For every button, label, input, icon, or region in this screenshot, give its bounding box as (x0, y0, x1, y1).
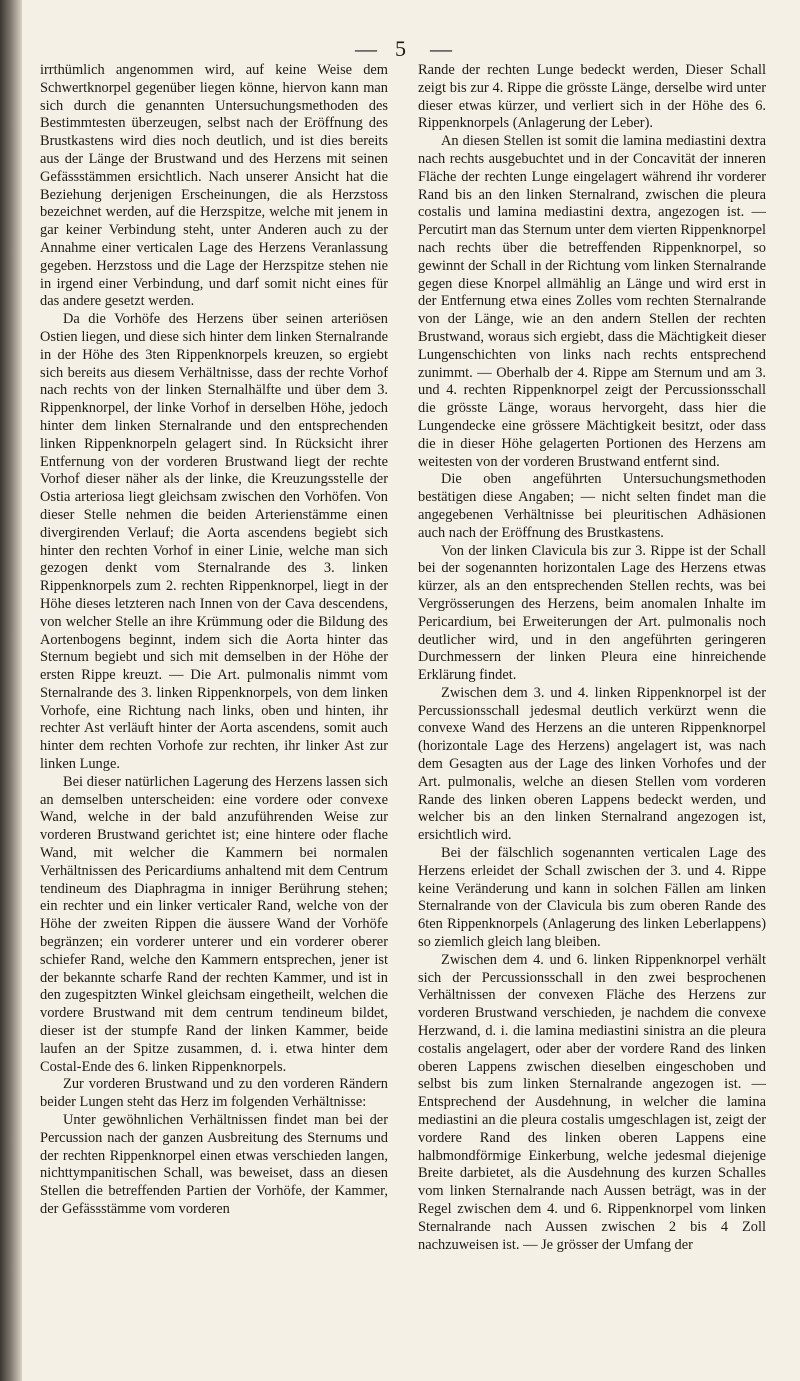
header-dash-right: — (430, 36, 452, 61)
paragraph: Die oben angeführten Untersuchungsmethoden bestätigen diese Angaben; — nicht selten findet man die angegebenen Verhältnisse bei pleuritischen Adhäsionen auch nach der Eröffnung des Brustkastens. (418, 471, 766, 541)
paragraph: Bei der fälschlich sogenannten verticalen Lage des Herzens erleidet der Schall zwischen der 3. und 4. Rippe keine Veränderung und kann in solchen Fällen am linken Sternalrande von der Clavicula bis zum oberen Rande des 6ten Rippenknorpels (Anlagerung des linken Leberlappens) so ziemlich gleich lang bleiben. (418, 845, 766, 951)
page-header (0, 18, 800, 61)
paragraph: Da die Vorhöfe des Herzens über seinen arteriösen Ostien liegen, und diese sich hinter dem linken Sternalrande in der Höhe des 3ten Rippenknorpels kreuzen, so ergiebt sich bereits aus diesem Verhältnisse, dass der rechte Vorhof nach rechts von der linken Sternalhälfte und über dem 3. Rippenknorpel, der linke Vorhof in derselben Höhe, jedoch hinter dem linken Sternalrande und den entsprechenden linken Rippenknorpeln gelagert sind. In Rücksicht ihrer Entfernung von der vorderen Brustwand liegt der rechte Vorhof dieser näher als der linke, die Kreuzungsstelle der Ostia arteriosa liegt gleichsam zwischen den Vorhöfen. Von dieser Stelle nehmen die beiden Arterienstämme einen divergirenden Verlauf; die Aorta ascendens begiebt sich hinter den rechten Vorhof in einer Linie, welche man sich gezogen denkt vom Sternalrande des 3. linken Rippenknorpels zum 2. rechten Rippenknorpel, liegt in der Höhe dieses letzteren nach Innen von der Cava descendens, von welcher Stelle an ihre Krümmung oder die Bildung des Aortenbogens beginnt, indem sich die Aorta hinter das Sternum begiebt und sich mit demselben in der Höhe der ersten Rippe kreuzt. — Die Art. pulmonalis nimmt vom Sternalrande des 3. linken Rippenknorpels, von dem linken Vorhofe, eine Richtung nach links, oben und hinten, ihr rechter Ast verläuft hinter der Aorta ascendens, somit auch hinter dem rechten Vorhofe zur rechten, ihr linker Ast zur linken Lunge. (40, 311, 388, 773)
paragraph: Unter gewöhnlichen Verhältnissen findet man bei der Percussion nach der ganzen Ausbreitung des Sternums und der rechten Rippenknorpel einen etwas verschieden langen, nichttympanitischen Schall, was beweiset, dass an diesen Stellen die betreffenden Partien der Vorhöfe, der Kammer, der Gefässstämme vom vorderen (40, 1112, 388, 1217)
left-text-column (40, 62, 388, 1362)
book-binding-edge (0, 0, 22, 1381)
paragraph: Von der linken Clavicula bis zur 3. Rippe ist der Schall bei der sogenannten horizontalen Lage des Herzens etwas kürzer, als an den entsprechenden Stellen rechts, was bei Vergrösserungen des Herzens, beim anomalen Inhalte im Pericardium, bei Erweiterungen der Art. pulmonalis noch deutlicher wird, und in den angeführten geringeren Durchmessern der linken Pleura eine hinreichende Erklärung findet. (418, 542, 766, 684)
header-dash-left: — (355, 36, 377, 61)
paragraph: Zur vorderen Brustwand und zu den vorderen Rändern beider Lungen steht das Herz im folgenden Verhältnisse: (40, 1076, 388, 1111)
paragraph: irrthümlich angenommen wird, auf keine Weise dem Schwertknorpel gegenüber liegen könne, hiervon kann man sich durch die genannten Untersuchungsmethoden des Bestimmtesten überzeugen, selbst nach der Eröffnung des Brustkastens wird dies noch deutlich, und ist dies bereits aus der Länge der Brustwand und des Herzens mit seinen Gefässstämmen ersichtlich. Nach unserer Ansicht hat die Beziehung derjenigen Erscheinungen, die als Herzstoss bezeichnet werden, auf die Herzspitze, welche mit jenem in gar keiner Verbindung steht, unter Anderen auch zu der Annahme einer verticalen Lage des Herzens Veranlassung gegeben. Herzstoss und die Lage der Herzspitze stehen nie in irgend einer Verbindung, und darf somit nicht eines für das andere gesetzt werden. (40, 62, 388, 310)
page-number: 5 (395, 36, 406, 61)
paragraph: Rande der rechten Lunge bedeckt werden, Dieser Schall zeigt bis zur 4. Rippe die grösste Länge, derselbe wird unter dieser etwas kürzer, und verliert sich in der Höhe des 6. Rippenknorpels (Anlagerung der Leber). (418, 62, 766, 132)
right-text-column (418, 62, 766, 1362)
paragraph: Zwischen dem 3. und 4. linken Rippenknorpel ist der Percussionsschall jedesmal deutlich verkürzt wenn die convexe Wand des Herzens an die unteren Rippenknorpel (horizontale Lage des Herzens) angelagert ist, was nach dem Gesagten aus der Lage des linken Vorhofes und der Art. pulmonalis, welche an diesen Stellen vom vorderen Rande des linken oberen Lappens bedeckt werden, und welcher bis an den linken Sternalrand angezogen ist, ersichtlich wird. (418, 684, 766, 844)
paragraph: An diesen Stellen ist somit die lamina mediastini dextra nach rechts ausgebuchtet und in der Concavität der inneren Fläche der rechten Lunge eingelagert während ihr vorderer Rand bis an den linken Sternalrand, zwischen die pleura costalis und lamina mediastini dextra, angezogen ist. — Percutirt man das Sternum unter dem vierten Rippenknorpel nach rechts über die betreffenden Rippenknorpel, so gewinnt der Schall in der Richtung vom linken Sternalrande gegen diese Knorpel allmählig an Länge und wird erst in der Entfernung etwa eines Zolles vom rechten Sternalrande von der Länge, wie an den andern Stellen der rechten Brustwand, woraus sich ergiebt, dass die Mächtigkeit dieser Lungenschichten von links nach rechts entsprechend zunimmt. — Oberhalb der 4. Rippe am Sternum und am 3. und 4. rechten Rippenknorpel zeigt der Percussionsschall die grösste Länge, woraus hervorgeht, dass hier die Lungendecke eine grössere Mächtigkeit besitzt, oder dass die in dieser Höhe gelagerten Portionen des Herzens am weitesten von der vorderen Brustwand entfernt sind. (418, 133, 766, 470)
paragraph: Bei dieser natürlichen Lagerung des Herzens lassen sich an demselben unterscheiden: eine vordere oder convexe Wand, welche in der bald anzuführenden Weise zur vorderen Brustwand gerichtet ist; eine hintere oder flache Wand, mit welcher die Kammern bei normalen Verhältnissen des Pericardiums anhaltend mit dem Centrum tendineum des Diaphragma in inniger Berührung stehen; ein rechter und ein linker verticaler Rand, welche von der Höhe der zweiten Rippen die äussere Wand der Vorhöfe begränzen; ein vorderer unterer und ein vorderer oberer schiefer Rand, welche den Kammern entsprechen, jener ist der bekannte scharfe Rand der rechten Kammer, und ist in den zugespitzten Winkel gleichsam eingetheilt, welchen die vordere Brustwand mit dem centrum tendineum bildet, dieser ist der stumpfe Rand der linken Kammer, beide laufen an der Spitze zusammen, d. i. etwa hinter dem Costal-Ende des 6. linken Rippenknorpels. (40, 773, 388, 1075)
paragraph: Zwischen dem 4. und 6. linken Rippenknorpel verhält sich der Percussionsschall in den zwei besprochenen Verhältnissen der convexen Fläche des Herzens zur vorderen Brustwand verschieden, je nachdem die convexe Herzwand, d. i. die lamina mediastini sinistra an die pleura costalis angelagert, oder aber der vordere Rand des linken oberen Lappens zwischen dieselben eingeschoben und selbst bis zum linken Sternalrande angezogen ist. — Entsprechend der Ausdehnung, in welcher die lamina mediastini an die pleura costalis umgeschlagen ist, zeigt der vordere Rand des linken oberen Lappens eine halbmondförmige Einkerbung, welche jedesmal diejenige Breite darbietet, als die Ausdehnung des kurzen Schalles vom linken Sternalrande nach Aussen beträgt, was in der Regel zwischen dem 4. und 6. Rippenknorpel vom linken Sternalrande nach Aussen zwischen 2 bis 4 Zoll nachzuweisen ist. — Je grösser der Umfang der (418, 951, 766, 1253)
